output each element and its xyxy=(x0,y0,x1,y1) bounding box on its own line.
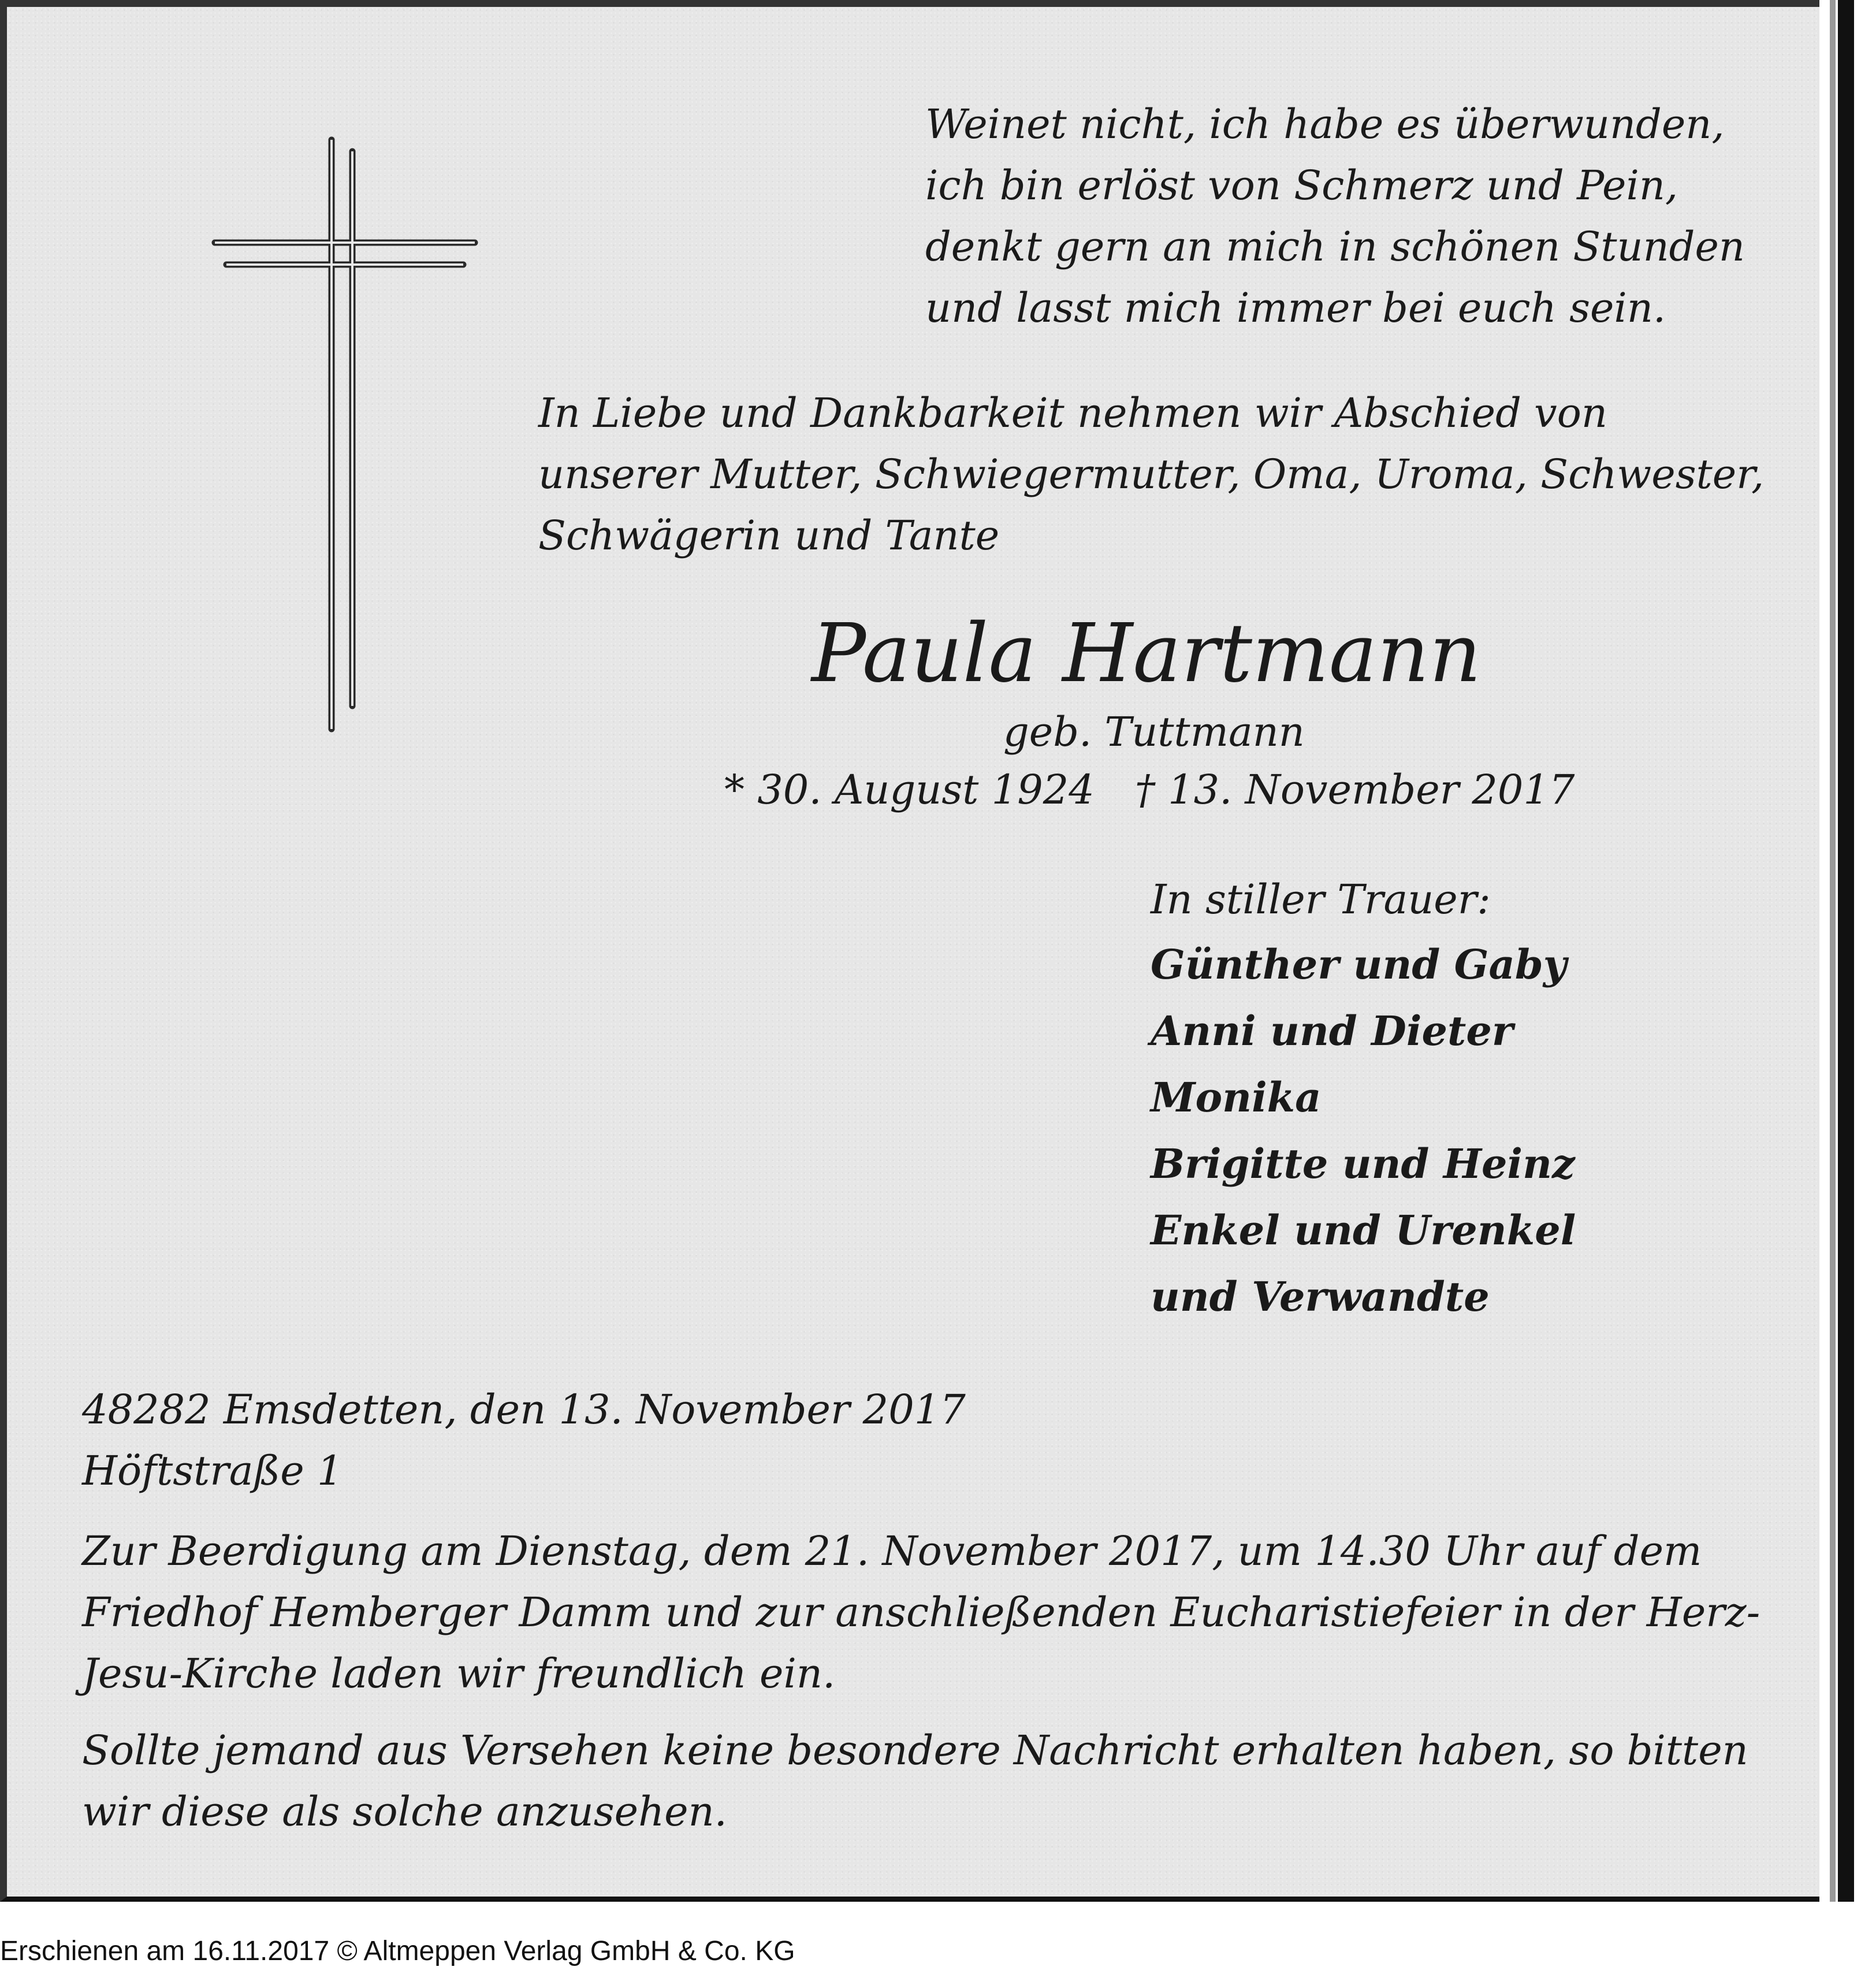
street-address: Höftstraße 1 xyxy=(82,1447,343,1494)
cross-icon xyxy=(203,134,481,735)
intro-line: In Liebe und Dankbarkeit nehmen wir Abschied von xyxy=(538,389,1607,437)
mourners-list xyxy=(1151,931,1576,1330)
note-line: wir diese als solche anzusehen. xyxy=(82,1788,727,1835)
life-dates xyxy=(724,764,1574,816)
mourner-name: Enkel und Urenkel xyxy=(1151,1206,1576,1254)
intro-line: Schwägerin und Tante xyxy=(538,512,1000,559)
birth-date: * 30. August 1924 xyxy=(724,766,1095,813)
funeral-line: Friedhof Hemberger Damm und zur anschließenden Eucharistiefeier in der Herz- xyxy=(82,1589,1760,1636)
mourner-name: und Verwandte xyxy=(1151,1273,1490,1321)
publication-footer: Erschienen am 16.11.2017 © Altmeppen Verlag GmbH & Co. KG xyxy=(0,1936,795,1966)
verse-line: Weinet nicht, ich habe es überwunden, xyxy=(925,101,1725,148)
place-and-address xyxy=(82,1379,966,1501)
mourner-name: Anni und Dieter xyxy=(1151,1007,1513,1055)
funeral-line: Jesu-Kirche laden wir freundlich ein. xyxy=(82,1650,836,1697)
mourner-name: Monika xyxy=(1151,1073,1322,1121)
funeral-announcement xyxy=(82,1520,1760,1704)
verse-line: und lasst mich immer bei euch sein. xyxy=(925,284,1666,332)
maiden-name: geb. Tuttmann xyxy=(1003,708,1305,756)
note-line: Sollte jemand aus Versehen keine besondere Nachricht erhalten haben, so bitten xyxy=(82,1727,1748,1774)
frame-bar-dark xyxy=(1838,0,1854,1902)
frame-bar-light xyxy=(1830,0,1836,1902)
mourner-name: Brigitte und Heinz xyxy=(1151,1140,1575,1188)
verse xyxy=(925,94,1745,339)
intro-line: unserer Mutter, Schwiegermutter, Oma, Uroma, Schwester, xyxy=(538,451,1765,498)
mourner-name: Günther und Gaby xyxy=(1151,940,1567,988)
mourning-heading: In stiller Trauer: xyxy=(1151,876,1491,923)
funeral-line: Zur Beerdigung am Dienstag, dem 21. November 2017, um 14.30 Uhr auf dem xyxy=(82,1527,1702,1575)
verse-line: ich bin erlöst von Schmerz und Pein, xyxy=(925,162,1678,209)
death-date: † 13. November 2017 xyxy=(1134,766,1575,813)
verse-line: denkt gern an mich in schönen Stunden xyxy=(925,223,1745,270)
place-date: 48282 Emsdetten, den 13. November 2017 xyxy=(82,1386,966,1433)
notification-note xyxy=(82,1720,1748,1842)
deceased-name: Paula Hartmann xyxy=(812,607,1482,701)
farewell-intro xyxy=(538,382,1764,566)
frame-right-border xyxy=(1819,0,1856,1902)
